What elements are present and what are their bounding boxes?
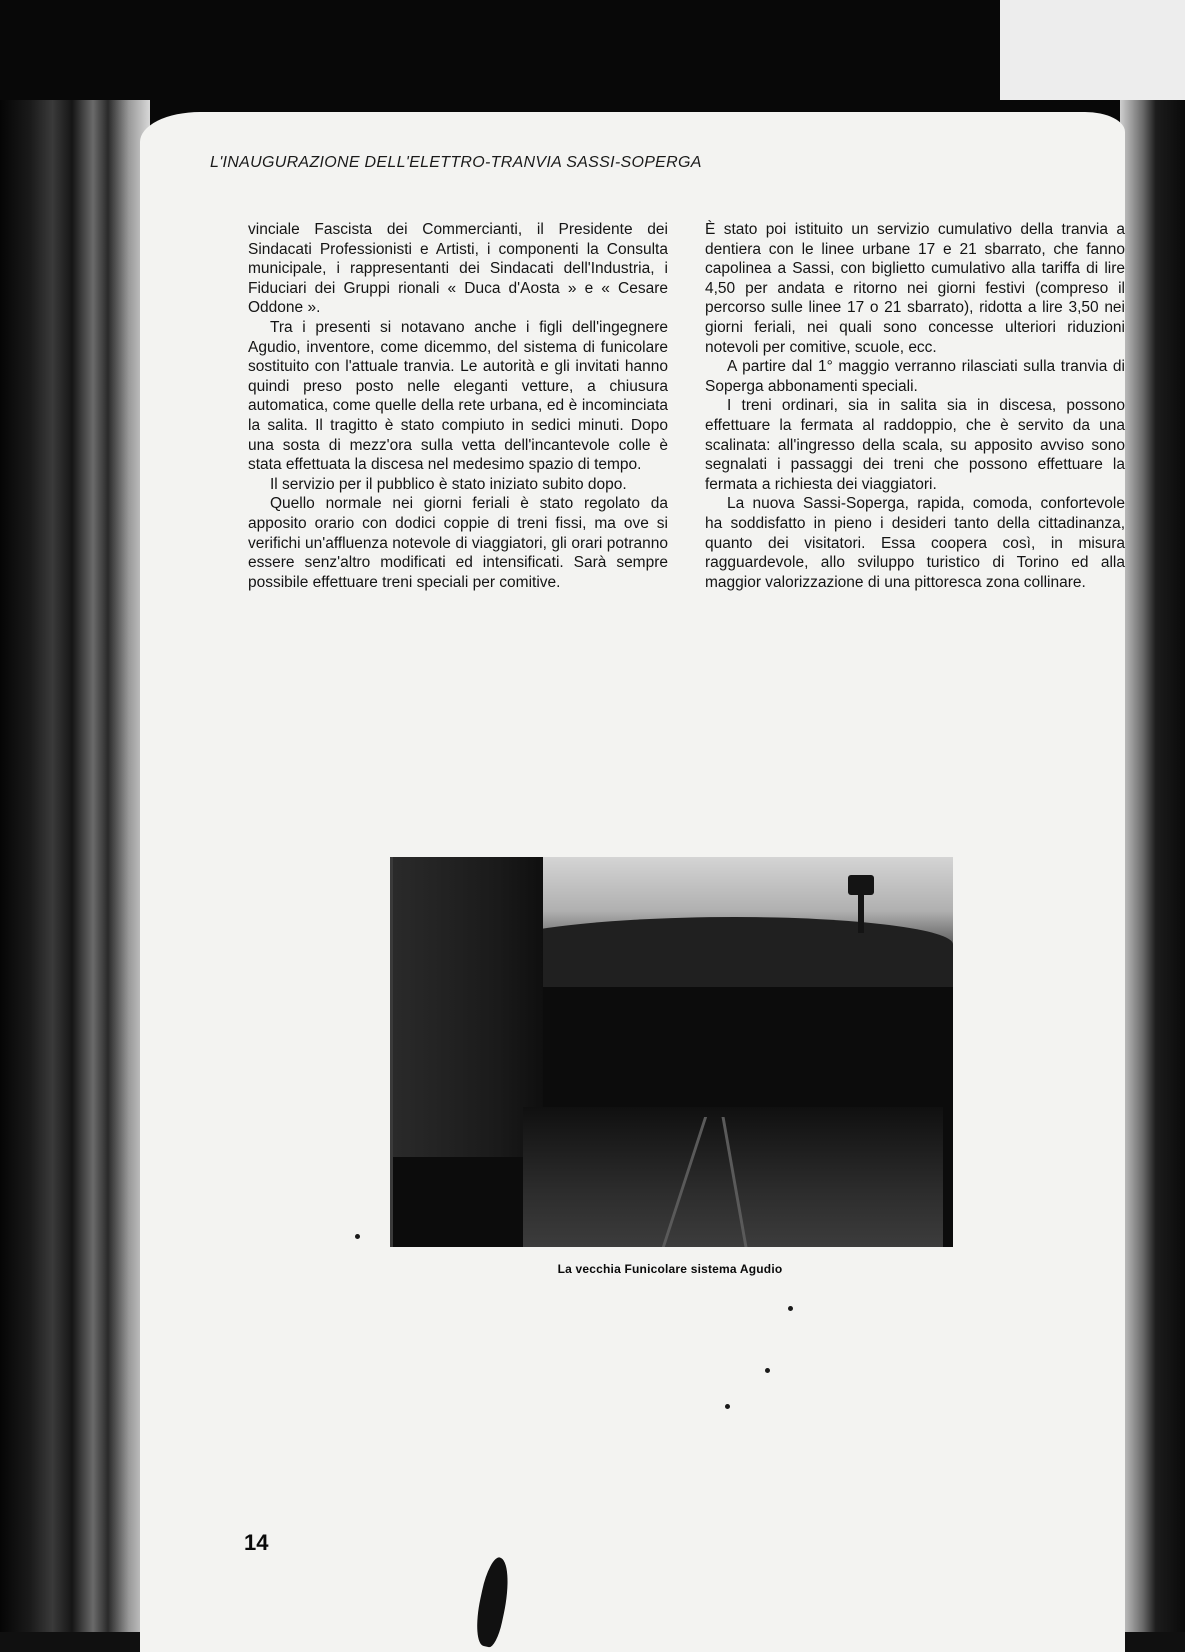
running-header: L'INAUGURAZIONE DELL'ELETTRO-TRANVIA SASSI-SOPERGA (210, 154, 702, 171)
photo-water-tower (848, 875, 874, 895)
paragraph: A partire dal 1° maggio verranno rilasciati sulla tranvia di Soperga abbonamenti speciali. (705, 358, 1125, 395)
ink-speck (355, 1234, 360, 1239)
ink-speck (765, 1368, 770, 1373)
scan-left-border (0, 100, 150, 1652)
text-column-right (705, 220, 1125, 592)
paragraph: È stato poi istituito un servizio cumulativo della tranvia a dentiera con le linee urbane 17 e 21 sbarrato, che fanno capolinea a Sassi, con biglietto cumulativo alla tariffa di lire 4,50 per andata e ritorno nei giorni festivi (compreso il percorso sulle linee 17 o 21 sbarrato), ridotta a lire 3,50 nei giorni feriali, nei quali sono concesse ulteriori riduzioni notevoli per comitive, scuole, ecc. (705, 221, 1125, 356)
ink-speck (788, 1306, 793, 1311)
figure-caption: La vecchia Funicolare sistema Agudio (557, 1262, 783, 1276)
photo-water-tower-post (858, 893, 864, 933)
page-number: 14 (244, 1530, 269, 1555)
paragraph: Tra i presenti si notavano anche i figli dell'ingegnere Agudio, inventore, come dicemmo, del sistema di funicolare sostituito con l'attuale tranvia. Le autorità e gli invitati hanno quindi preso posto nelle eleganti vetture, a chiusura automatica, come quelle della rete urbana, ed è incominciata la salita. Il tragitto è stato compiuto in sedici minuti. Dopo una sosta di mezz'ora sulla vetta dell'incantevole colle è stata effettuata la discesa nel medesimo spazio di tempo. (248, 318, 668, 474)
photo-hill (473, 917, 953, 987)
ink-speck (725, 1404, 730, 1409)
scan-background-corner (1000, 0, 1185, 100)
photo-station-building (393, 857, 543, 1157)
document-page (140, 112, 1125, 1652)
ink-smudge (471, 1555, 515, 1648)
scan-right-border (1120, 100, 1185, 1652)
paragraph: Quello normale nei giorni feriali è stato regolato da apposito orario con dodici coppie di treni fissi, ma ove si verifichi un'affluenza notevole di viaggiatori, gli orari potranno essere senz'altro modificati ed intensificati. Sarà sempre possibile effettuare treni speciali per comitive. (248, 495, 668, 591)
paragraph: La nuova Sassi-Soperga, rapida, comoda, confortevole ha soddisfatto in pieno i desideri tanto della cittadinanza, quanto dei visitatori. Essa coopera così, in misura ragguardevole, allo sviluppo turistico di Torino ed alla maggior valorizzazione di una pittoresca zona collinare. (705, 495, 1125, 591)
funicular-photograph (390, 857, 953, 1247)
text-column-left (248, 220, 668, 592)
paragraph: Il servizio per il pubblico è stato iniziato subito dopo. (270, 475, 627, 493)
paragraph: I treni ordinari, sia in salita sia in discesa, possono effettuare la fermata al raddoppio, che è servito da una scalinata: all'ingresso della scala, su apposito avviso sono segnalati i passaggi dei treni che possono effettuare la fermata a richiesta dei viaggiatori. (705, 397, 1125, 493)
paragraph: vinciale Fascista dei Commercianti, il Presidente dei Sindacati Professionisti e Artisti, i componenti la Consulta municipale, i rappresentanti dei Sindacati dell'Industria, i Fiduciari dei Gruppi rionali « Duca d'Aosta » e « Cesare Oddone ». (248, 221, 668, 317)
